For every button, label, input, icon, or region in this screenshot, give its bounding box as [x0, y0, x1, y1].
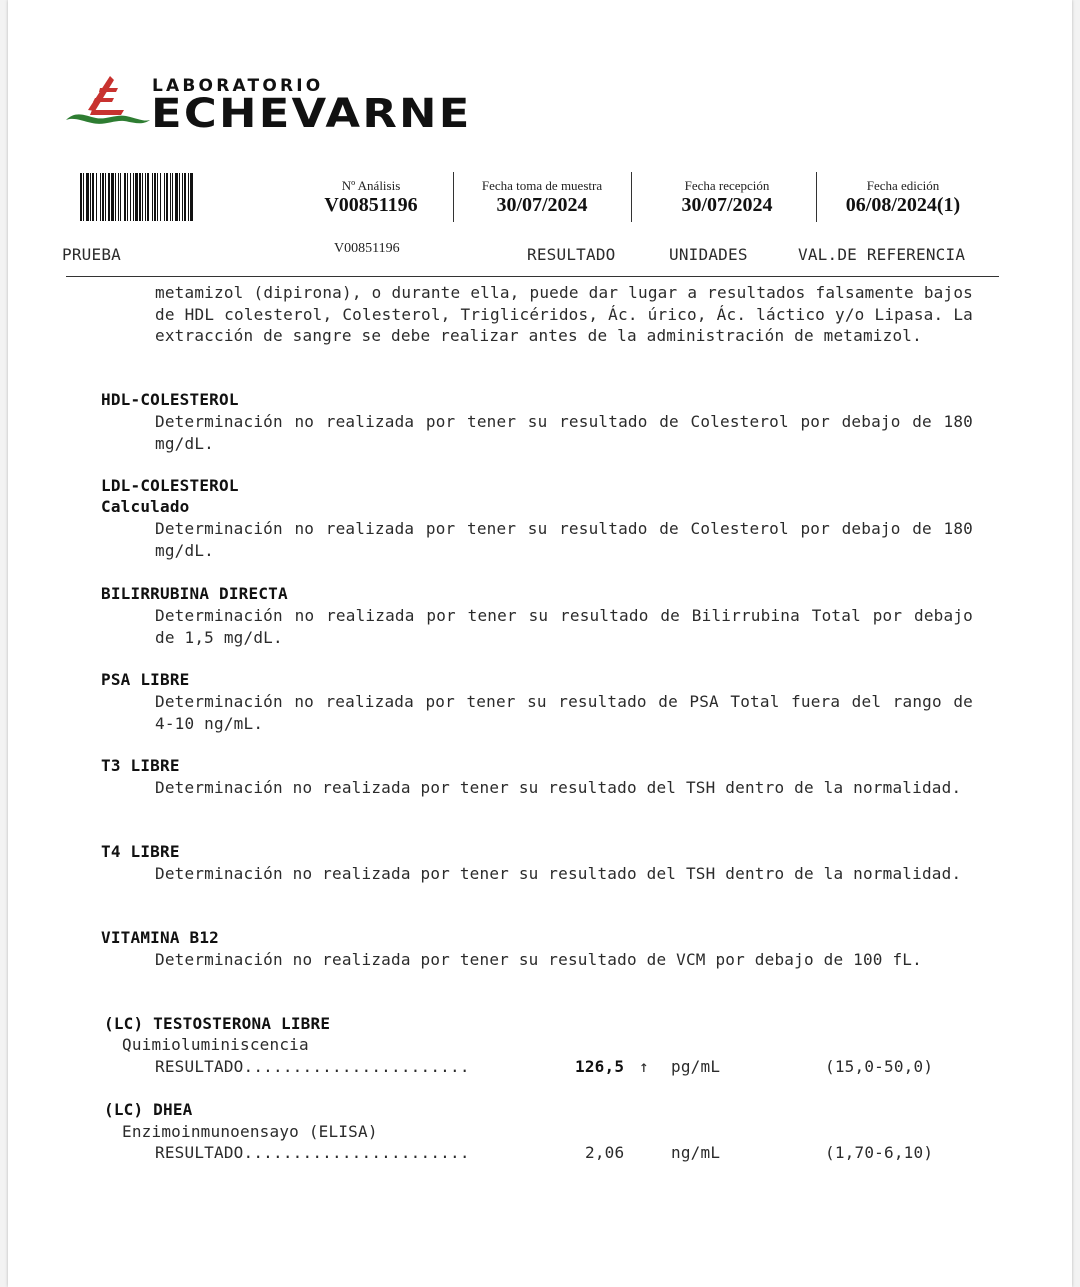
section-text-bilirrubina: Determinación no realizada por tener su resultado de Bilirrubina Total por debajo de 1,5 mg/dL.: [155, 606, 973, 647]
header-divider: [453, 172, 454, 222]
result-units-dhea: ng/mL: [671, 1143, 721, 1162]
high-flag-icon: ↑: [639, 1057, 649, 1076]
section-subtitle-ldl: Calculado: [101, 497, 190, 516]
sample-date-value: 30/07/2024: [496, 194, 588, 216]
section-title-b12: VITAMINA B12: [101, 928, 219, 947]
result-title-testosterona: (LC) TESTOSTERONA LIBRE: [104, 1014, 331, 1033]
reception-date-value: 30/07/2024: [681, 194, 773, 216]
analysis-id-small: V00851196: [334, 241, 400, 256]
result-method-testosterona: Quimioluminiscencia: [122, 1035, 309, 1054]
column-referencia: VAL.DE REFERENCIA: [798, 245, 966, 264]
logo-title: ECHEVARNE: [151, 91, 472, 137]
section-title-bilirrubina: BILIRRUBINA DIRECTA: [101, 584, 288, 603]
section-title-psa: PSA LIBRE: [101, 670, 190, 689]
header-divider: [631, 172, 632, 222]
edition-date-field: [820, 178, 986, 217]
logo-subtitle: LABORATORIO: [152, 76, 324, 96]
edition-date-label: Fecha edición: [866, 178, 940, 193]
analysis-number-label: Nº Análisis: [341, 178, 401, 193]
result-reference-testosterona: (15,0-50,0): [825, 1057, 934, 1076]
result-units-testosterona: pg/mL: [671, 1057, 721, 1076]
intro-paragraph: metamizol (dipirona), o durante ella, puede dar lugar a resultados falsamente bajos de HDL colesterol, Colesterol, Triglicéridos, Ác. úrico, Ác. láctico y/o Lipasa. La extracción de sangre se debe realizar antes de la administración de metamizol.: [155, 283, 973, 345]
section-text-t4: Determinación no realizada por tener su resultado del TSH dentro de la normalidad.: [155, 864, 962, 883]
section-text-ldl: Determinación no realizada por tener su resultado de Colesterol por debajo de 180 mg/dL.: [155, 519, 973, 560]
barcode-icon: [80, 173, 276, 221]
header-rule: [66, 276, 999, 277]
section-title-hdl: HDL-COLESTEROL: [101, 390, 239, 409]
result-reference-dhea: (1,70-6,10): [825, 1143, 934, 1162]
analysis-number-field: [290, 178, 452, 217]
header-divider: [816, 172, 817, 222]
column-unidades: UNIDADES: [669, 245, 748, 264]
section-text-hdl: Determinación no realizada por tener su resultado de Colesterol por debajo de 180 mg/dL.: [155, 412, 973, 453]
result-title-dhea: (LC) DHEA: [104, 1100, 193, 1119]
result-label-dhea: RESULTADO.......................: [155, 1143, 470, 1162]
section-title-t3: T3 LIBRE: [101, 756, 180, 775]
section-text-t3: Determinación no realizada por tener su resultado del TSH dentro de la normalidad.: [155, 778, 962, 797]
sample-date-field: [458, 178, 626, 217]
column-resultado: RESULTADO: [527, 245, 616, 264]
result-value-testosterona: 126,5: [575, 1057, 625, 1076]
reception-date-label: Fecha recepción: [684, 178, 770, 193]
section-text-psa: Determinación no realizada por tener su resultado de PSA Total fuera del rango de 4-10 ng/mL.: [155, 692, 973, 733]
result-label-testosterona: RESULTADO.......................: [155, 1057, 470, 1076]
section-text-b12: Determinación no realizada por tener su resultado de VCM por debajo de 100 fL.: [155, 950, 922, 969]
column-prueba: PRUEBA: [62, 245, 121, 264]
result-value-dhea: 2,06: [585, 1143, 625, 1162]
result-method-dhea: Enzimoinmunoensayo (ELISA): [122, 1122, 378, 1141]
sample-date-label: Fecha toma de muestra: [481, 178, 603, 193]
echevarne-logo-icon: [62, 70, 154, 130]
section-title-ldl: LDL-COLESTEROL: [101, 476, 239, 495]
section-title-t4: T4 LIBRE: [101, 842, 180, 861]
report-page: [8, 0, 1072, 1287]
edition-date-value: 06/08/2024(1): [845, 194, 961, 216]
reception-date-field: [636, 178, 818, 217]
analysis-number-value: V00851196: [324, 194, 418, 216]
